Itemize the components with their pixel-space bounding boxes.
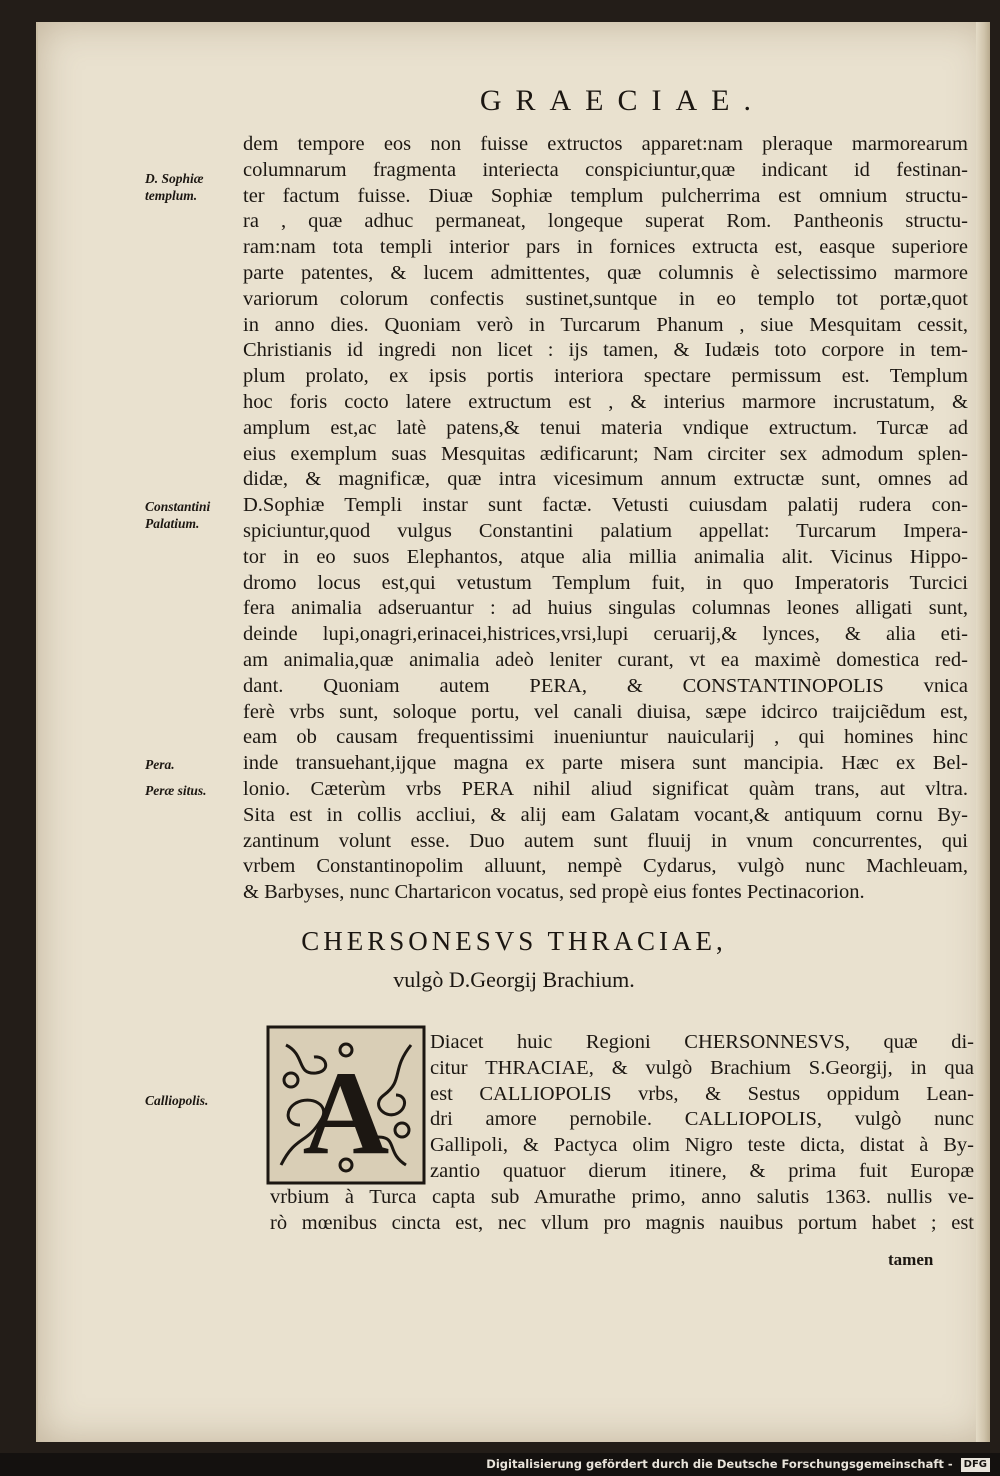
marginal-note: Constantini Palatium. [145,499,211,531]
text-line: ram:nam tota templi interior pars in fornices extructa est, easque superiore [243,236,968,259]
text-line: inde transuehant,ijque magna ex parte misera sunt mancipia. Hæc ex Bel- [243,752,968,775]
text-line: dromo locus est,qui vetustum Templum fuit, in quo Imperatoris Turcici [243,571,968,594]
text-line: parte patentes, & lucem admittentes, quæ columnis è selectissimo marmore [243,261,968,284]
marginal-note: Pera. [145,757,175,772]
text-line: eam ob causam frequentissimi inueniuntur nauicularij , qui homines hinc [243,726,968,749]
text-line: Gallipoli, & Pactyca olim Nigro teste dicta, distat à By- [430,1134,974,1157]
catchword: tamen [888,1250,934,1269]
text-line: Diacet huic Regioni CHERSONNESVS, quæ di- [430,1031,974,1053]
text-line: in anno dies. Quoniam verò in Turcarum Phanum , siue Mesquitam cessit, [243,313,968,336]
text-line: vrbem Constantinopolim alluunt, nempè Cydarus, vulgò nunc Machleuam, [243,855,968,878]
text-line: zantio quatuor dierum itinere, & prima fuit Europæ [430,1159,974,1182]
text-line: & Barbyses, nunc Chartaricon vocatus, sed propè eius fontes Pectinacorion. [243,881,865,904]
marginal-note: Peræ situs. [145,783,207,798]
text-line: eius exemplum suas Mesquitas ædificarunt; Nam circiter sex admodum splen- [243,442,968,465]
text-line: deinde lupi,onagri,erinacei,histrices,vrsi,lupi ceruarij,& lynces, & alia eti- [243,623,968,646]
text-line: vrbium à Turca capta sub Amurathe primo, anno salutis 1363. nullis ve- [270,1185,974,1208]
text-line: citur THRACIAE, & vulgò Brachium S.Georgij, in qua [430,1056,974,1079]
text-line: dant. Quoniam autem PERA, & CONSTANTINOPOLIS vnica [243,674,968,697]
text-line: D.Sophiæ Templi instar sunt factæ. Vetusti cuiusdam palatij rudera con- [243,494,968,517]
text-line: zantinum volunt esse. Duo autem sunt fluuij in vnum concurrentes, qui [243,829,968,852]
text-line: Christianis id ingredi non licet : ijs tamen, & Iudæis toto corpore in tem- [243,339,968,362]
text-line: am animalia,quæ animalia adeò leniter curant, vt ea maximè domestica red- [243,648,968,671]
text-line: dem tempore eos non fuisse extructos apparet:nam pleraque marmorearum [243,133,968,155]
text-line: lonio. Cæterùm vrbs PERA nihil aliud significat quàm trans, aut vltra. [243,777,968,800]
text-line: hoc foris cocto latere extructum est , & interius marmore incrustatum, & [243,390,968,413]
text-line: dri amore pernobile. CALLIOPOLIS, vulgò nunc [430,1108,974,1131]
text-line: ferè vrbs sunt, soloque portu, vel canali diuisa, sæpe idcirco traijciẽdum est, [243,700,968,723]
main-text [243,132,968,906]
section-text [270,1030,974,1236]
text-line: didæ, & magnificæ, quæ intra vicesimum annum extructæ sunt, omnes ad [243,468,968,491]
text-line: Sita est in collis accliui, & alij eam Galatam vocant,& antiquum cornu By- [243,803,968,826]
text-line: tor in eo suos Elephantos, atque alia millia animalia alit. Vicinus Hippo- [243,545,968,568]
section-title: CHERSONESVS THRACIAE, [301,926,727,956]
section-subtitle: vulgò D.Georgij Brachium. [393,967,635,992]
marginal-note: D. Sophiæ templum. [145,171,204,203]
dfg-logo: DFG [961,1458,990,1472]
text-line: rò mœnibus cincta est, nec vllum pro magnis nauibus portum habet ; est [270,1211,974,1234]
text-line: fera animalia adseruantur : ad huius singulas columnas leones alligati sunt, [243,597,968,620]
marginal-note: Calliopolis. [145,1093,209,1108]
text-line: amplum est,ac latè patens,& tenui materia vndique extructum. Turcæ ad [243,416,968,439]
page-edge [976,22,990,1442]
text-line: ter factum fuisse. Diuæ Sophiæ templum pulcherrima est omnium structu- [243,184,968,207]
running-header: GRAECIAE. [479,84,765,117]
footer-bar [0,1453,1000,1476]
text-line: spiciuntur,quod vulgus Constantini palatium appellat: Turcarum Impera- [243,519,968,542]
text-line: columnarum fragmenta interiecta conspiciuntur,quæ indicant id festinan- [243,158,968,181]
footer-text: Digitalisierung gefördert durch die Deutsche Forschungsgemeinschaft - [486,1457,953,1471]
text-line: ra , quæ adhuc permaneat, longeque superat Rom. Pantheonis structu- [243,210,968,233]
text-line: plum prolato, ex ipsis portis interiora spectare permissum est. Templum [243,365,968,388]
book-page [36,22,990,1442]
initial-letter: A [302,1046,390,1179]
text-line: est CALLIOPOLIS vrbs, & Sestus oppidum Lean- [430,1082,974,1105]
text-line: variorum colorum confectis sustinet,suntque in eo templo tot portæ,quot [243,287,968,310]
